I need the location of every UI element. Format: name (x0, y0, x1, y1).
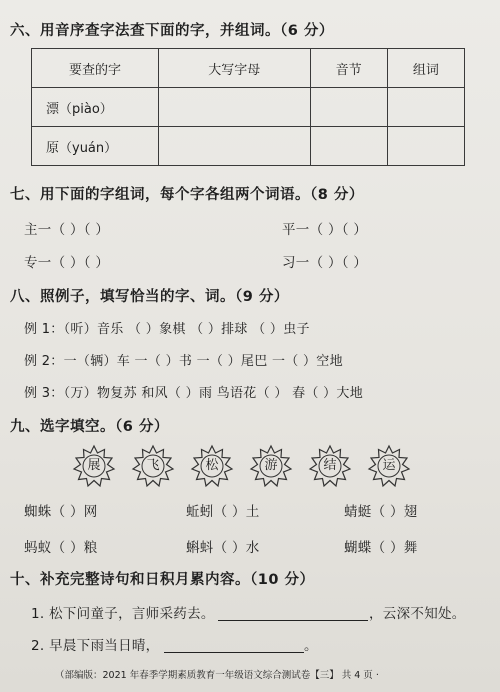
star-char-you: 游 (249, 444, 293, 488)
q8-heading: 八、照例子，填写恰当的字、词。（9 分） (10, 289, 289, 305)
header-words: 组词 (387, 49, 464, 88)
table-row (32, 88, 465, 127)
answer-cell[interactable] (387, 127, 464, 166)
answer-cell[interactable] (159, 88, 311, 127)
star-char-jie: 结 (308, 444, 352, 488)
poem-line-1-end: ，云深不知处。 (369, 606, 466, 622)
star-char-zhan: 展 (72, 444, 116, 488)
page-footer: （部编版：2021 年春季学期素质教育一年级语文综合测试卷【三】 共 4 页 · (55, 670, 379, 681)
q8-example-2: 例 2：一（辆）车 一（ ）书 一（ ）尾巴 一（ ）空地 (24, 354, 343, 369)
q9-item-1: 蜘蛛（ ）网 (24, 504, 98, 520)
q9-item-5: 蝌蚪（ ）水 (186, 540, 260, 556)
q7-row2-left: 专一（ ）（ ） (24, 255, 110, 271)
q7-heading: 七、用下面的字组词，每个字各组两个词语。（8 分） (10, 187, 364, 203)
q9-item-4: 蚂蚁（ ）粮 (24, 540, 98, 556)
table-row (32, 127, 465, 166)
header-letter: 大写字母 (159, 49, 311, 88)
poem-line-2-start: 2. 早晨下雨当日晴， (31, 638, 160, 654)
row-char: 原（yuán） (32, 127, 159, 166)
poem-line-2-end: 。 (304, 638, 318, 654)
star-char-fei: 飞 (131, 444, 175, 488)
q6-heading: 六、用音序查字法查下面的字，并组词。（6 分） (10, 23, 334, 39)
q7-row2-right: 习一（ ）（ ） (282, 255, 368, 271)
row-char: 漂（piào） (32, 88, 159, 127)
poem-blank-1[interactable] (218, 620, 368, 621)
answer-cell[interactable] (159, 127, 311, 166)
q9-item-6: 蝴蝶（ ）舞 (344, 540, 418, 556)
q9-item-3: 蜻蜓（ ）翅 (344, 504, 418, 520)
q8-example-1: 例 1：（听）音乐 （ ）象棋 （ ）排球 （ ）虫子 (24, 322, 310, 337)
answer-cell[interactable] (387, 88, 464, 127)
q10-heading: 十、补充完整诗句和日积月累内容。（10 分） (10, 572, 315, 588)
header-char: 要查的字 (32, 49, 159, 88)
poem-line-1-start: 1. 松下问童子，言师采药去。 (31, 606, 215, 622)
star-char-song: 松 (190, 444, 234, 488)
q9-heading: 九、选字填空。（6 分） (10, 419, 169, 435)
poem-blank-2[interactable] (164, 652, 304, 653)
q7-row1-left: 主一（ ）（ ） (24, 222, 110, 238)
answer-cell[interactable] (310, 88, 387, 127)
table-header-row (32, 49, 465, 88)
star-char-yun: 运 (367, 444, 411, 488)
header-syllable: 音节 (310, 49, 387, 88)
q9-item-2: 蚯蚓（ ）土 (186, 504, 260, 520)
q8-example-3: 例 3：（万）物复苏 和风（ ）雨 鸟语花（ ） 春（ ）大地 (24, 386, 363, 401)
lookup-table (31, 48, 465, 166)
answer-cell[interactable] (310, 127, 387, 166)
q7-row1-right: 平一（ ）（ ） (282, 222, 368, 238)
